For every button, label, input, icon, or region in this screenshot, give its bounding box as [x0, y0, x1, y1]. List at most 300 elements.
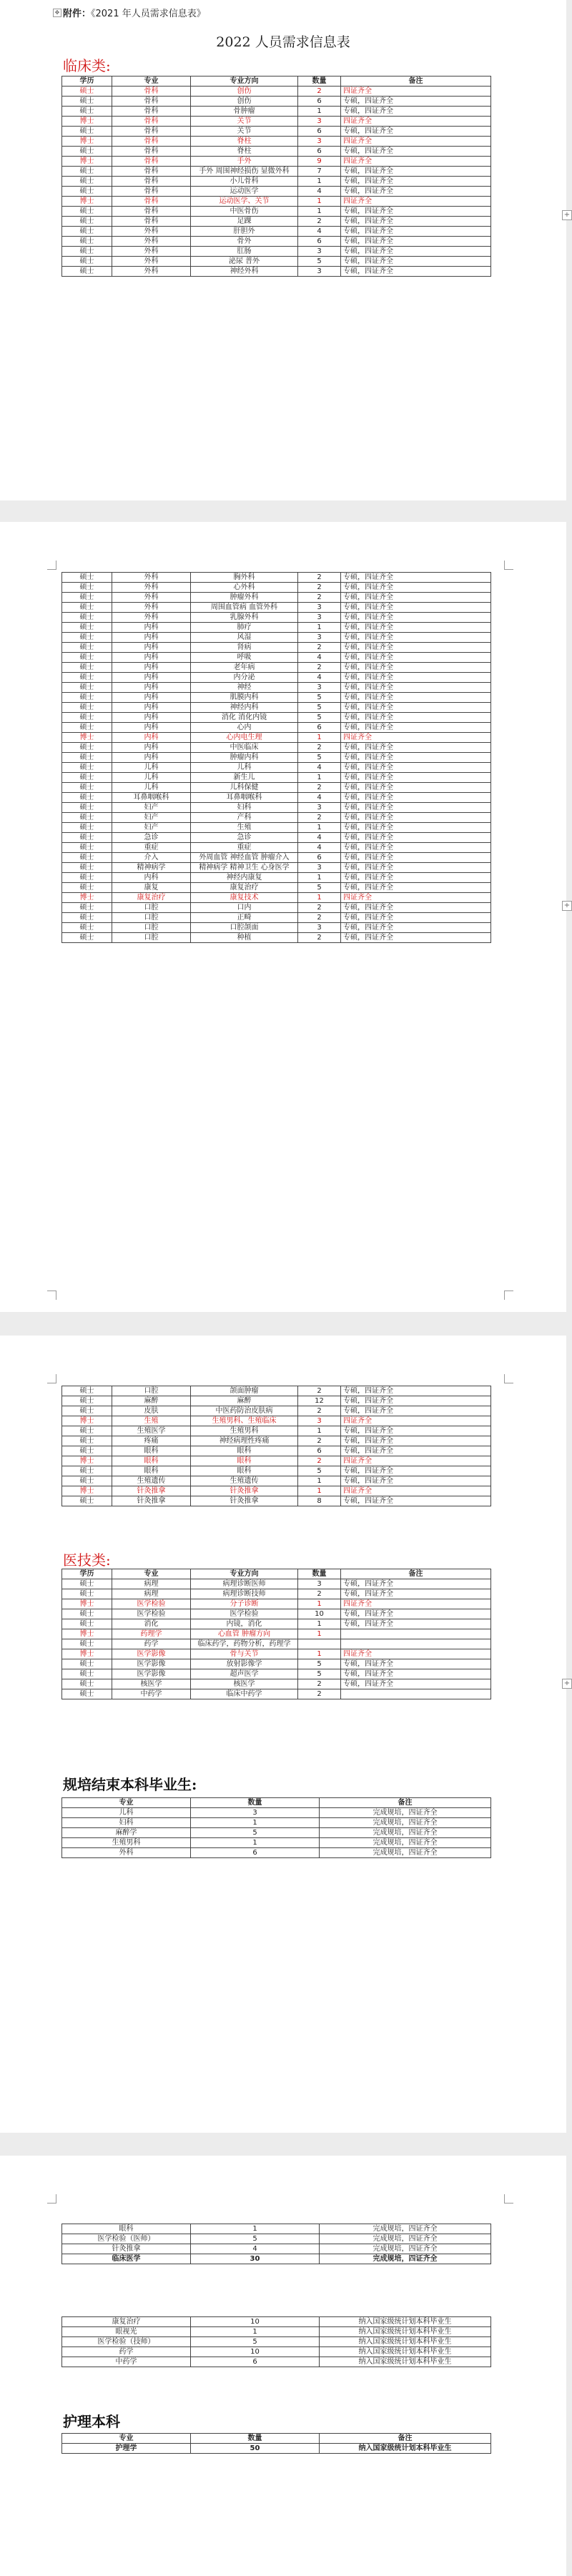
- major-cell: 骨科: [112, 97, 191, 107]
- direction-cell: 泌尿 普外: [191, 257, 298, 267]
- note-cell: 纳入国家级统计划本科毕业生: [320, 2347, 491, 2357]
- major-cell: 中药学: [62, 2357, 191, 2367]
- corner-mark-left: [47, 561, 56, 570]
- direction-cell: 内分泌: [191, 673, 298, 683]
- direction-cell: 耳鼻咽喉科: [191, 793, 298, 803]
- direction-cell: 心血管 肿瘤方向: [191, 1629, 298, 1639]
- degree-cell: 硕士: [62, 603, 112, 613]
- note-cell: 专硕，四证齐全: [341, 1679, 491, 1689]
- corner-mark-right: [504, 2194, 513, 2204]
- table-row: [62, 2327, 491, 2337]
- major-cell: 眼科: [112, 1456, 191, 1466]
- degree-cell: 硕士: [62, 1669, 112, 1679]
- quantity-cell: 2: [298, 933, 341, 943]
- degree-cell: 硕士: [62, 913, 112, 923]
- quantity-cell: 1: [191, 2224, 320, 2234]
- direction-cell: 肿瘤内科: [191, 753, 298, 763]
- quantity-cell: 9: [298, 157, 341, 167]
- direction-cell: 神经: [191, 683, 298, 693]
- quantity-cell: 2: [298, 663, 341, 673]
- direction-cell: 儿科: [191, 763, 298, 773]
- quantity-cell: 6: [191, 1848, 320, 1858]
- note-cell: 专硕，四证齐全: [341, 1466, 491, 1476]
- quantity-cell: 4: [298, 843, 341, 853]
- quantity-cell: 1: [298, 1476, 341, 1486]
- degree-cell: 硕士: [62, 1496, 112, 1506]
- major-cell: 骨科: [112, 117, 191, 127]
- direction-cell: 临床药学，药物分析，药理学: [191, 1639, 298, 1649]
- table-row: [62, 743, 491, 753]
- direction-cell: 正畸: [191, 913, 298, 923]
- section-medtech: 医技类:: [63, 1551, 111, 1569]
- major-cell: 药学: [112, 1639, 191, 1649]
- table-move-handle-icon[interactable]: ✥: [53, 9, 61, 17]
- note-cell: 专硕，四证齐全: [341, 257, 491, 267]
- degree-cell: 硕士: [62, 1589, 112, 1599]
- quantity-cell: 1: [298, 773, 341, 783]
- table-row: [62, 2357, 491, 2367]
- note-cell: 四证齐全: [341, 117, 491, 127]
- quantity-cell: 2: [298, 593, 341, 603]
- major-cell: 药学: [62, 2347, 191, 2357]
- major-cell: 医学检验（技师）: [62, 2337, 191, 2347]
- degree-cell: 硕士: [62, 207, 112, 217]
- degree-cell: 硕士: [62, 703, 112, 713]
- major-cell: 消化: [112, 1619, 191, 1629]
- direction-cell: 胸外科: [191, 573, 298, 583]
- note-cell: 四证齐全: [341, 197, 491, 207]
- direction-cell: 关节: [191, 127, 298, 137]
- degree-cell: 硕士: [62, 573, 112, 583]
- table-row: [62, 713, 491, 723]
- note-cell: 专硕，四证齐全: [341, 803, 491, 813]
- major-cell: 妇产: [112, 823, 191, 833]
- quantity-cell: 6: [298, 1446, 341, 1456]
- quantity-cell: 5: [298, 693, 341, 703]
- table-row: [62, 723, 491, 733]
- quantity-cell: 5: [191, 1828, 320, 1838]
- table-row: [62, 813, 491, 823]
- note-cell: 完成规培，四证齐全: [320, 1808, 491, 1818]
- note-cell: 专硕，四证齐全: [341, 1436, 491, 1446]
- nursing-table: [61, 2433, 491, 2454]
- direction-cell: 心内: [191, 723, 298, 733]
- table-row: [62, 2244, 491, 2254]
- note-cell: 专硕，四证齐全: [341, 1426, 491, 1436]
- add-row-plus-icon[interactable]: +: [562, 210, 572, 220]
- corner-mark-right: [504, 1374, 513, 1383]
- direction-cell: 医学检验: [191, 1609, 298, 1619]
- table-row: [62, 137, 491, 147]
- quantity-cell: 1: [298, 1629, 341, 1639]
- major-cell: 针灸推拿: [62, 2244, 191, 2254]
- note-cell: 专硕，四证齐全: [341, 207, 491, 217]
- quantity-cell: 3: [298, 633, 341, 643]
- degree-cell: 硕士: [62, 873, 112, 883]
- degree-cell: 硕士: [62, 1386, 112, 1396]
- degree-cell: 硕士: [62, 933, 112, 943]
- table-row: [62, 97, 491, 107]
- table-row: [62, 913, 491, 923]
- table-row: [62, 1649, 491, 1659]
- table-row: [62, 1486, 491, 1496]
- table-row: [62, 1659, 491, 1669]
- note-cell: 专硕，四证齐全: [341, 107, 491, 117]
- direction-cell: 眼科: [191, 1466, 298, 1476]
- table-row: [62, 2317, 491, 2327]
- degree-cell: 硕士: [62, 1466, 112, 1476]
- table-header-row: [62, 2434, 491, 2444]
- table-row: [62, 1406, 491, 1416]
- degree-cell: 硕士: [62, 653, 112, 663]
- note-cell: 专硕，四证齐全: [341, 97, 491, 107]
- major-cell: 妇产: [112, 803, 191, 813]
- note-cell: 专硕，四证齐全: [341, 1496, 491, 1506]
- major-cell: 妇产: [112, 813, 191, 823]
- table-row: [62, 1436, 491, 1446]
- table-row: [62, 623, 491, 633]
- major-cell: 耳鼻咽喉科: [112, 793, 191, 803]
- quantity-cell: 2: [298, 1436, 341, 1446]
- column-header: 备注: [320, 2434, 491, 2444]
- note-cell: 专硕，四证齐全: [341, 603, 491, 613]
- note-cell: 专硕，四证齐全: [341, 823, 491, 833]
- major-cell: 皮肤: [112, 1406, 191, 1416]
- direction-cell: 肺疗: [191, 623, 298, 633]
- corner-mark-right: [504, 561, 513, 570]
- major-cell: 针灸推拿: [112, 1486, 191, 1496]
- degree-cell: 硕士: [62, 673, 112, 683]
- direction-cell: 风湿: [191, 633, 298, 643]
- table-row: [62, 733, 491, 743]
- note-cell: 四证齐全: [341, 1599, 491, 1609]
- direction-cell: 肿瘤外科: [191, 593, 298, 603]
- quantity-cell: 1: [191, 2327, 320, 2337]
- note-cell: 专硕，四证齐全: [341, 1386, 491, 1396]
- note-cell: 完成规培，四证齐全: [320, 1818, 491, 1828]
- direction-cell: 颌面肿瘤: [191, 1386, 298, 1396]
- note-cell: 完成规培，四证齐全: [320, 1848, 491, 1858]
- major-cell: 内科: [112, 733, 191, 743]
- major-cell: 生殖医学: [112, 1426, 191, 1436]
- direction-cell: 骨与关节: [191, 1649, 298, 1659]
- section-clinical: 临床类:: [63, 57, 111, 74]
- note-cell: 纳入国家级统计划本科毕业生: [320, 2327, 491, 2337]
- quantity-cell: 2: [298, 743, 341, 753]
- major-cell: 医学检验（医师）: [62, 2234, 191, 2244]
- quantity-cell: 5: [298, 713, 341, 723]
- major-cell: 康复治疗: [112, 893, 191, 903]
- direction-cell: 足踝: [191, 217, 298, 227]
- direction-cell: 产科: [191, 813, 298, 823]
- table-header-row: [62, 77, 491, 87]
- degree-cell: 硕士: [62, 267, 112, 277]
- degree-cell: 硕士: [62, 1639, 112, 1649]
- degree-cell: 博士: [62, 893, 112, 903]
- major-cell: 儿科: [62, 1808, 191, 1818]
- quantity-cell: 3: [298, 923, 341, 933]
- note-cell: 专硕，四证齐全: [341, 633, 491, 643]
- major-cell: 眼科: [62, 2224, 191, 2234]
- quantity-cell: 6: [191, 2357, 320, 2367]
- quantity-cell: 5: [298, 883, 341, 893]
- note-cell: 四证齐全: [341, 137, 491, 147]
- direction-cell: 肌膜内科: [191, 693, 298, 703]
- major-cell: 针灸推拿: [112, 1496, 191, 1506]
- degree-cell: 博士: [62, 1599, 112, 1609]
- note-cell: 专硕，四证齐全: [341, 217, 491, 227]
- degree-cell: 硕士: [62, 793, 112, 803]
- table-row: [62, 87, 491, 97]
- degree-cell: 硕士: [62, 217, 112, 227]
- degree-cell: 硕士: [62, 693, 112, 703]
- table-row: [62, 763, 491, 773]
- note-cell: 专硕，四证齐全: [341, 1609, 491, 1619]
- direction-cell: 超声医学: [191, 1669, 298, 1679]
- major-cell: 中药学: [112, 1689, 191, 1699]
- degree-cell: 硕士: [62, 623, 112, 633]
- major-cell: 外科: [112, 573, 191, 583]
- note-cell: 专硕，四证齐全: [341, 1619, 491, 1629]
- degree-cell: 硕士: [62, 257, 112, 267]
- column-header: 专业: [112, 1569, 191, 1579]
- note-cell: 专硕，四证齐全: [341, 1446, 491, 1456]
- table-row: [62, 923, 491, 933]
- major-cell: 儿科: [112, 783, 191, 793]
- note-cell: 专硕，四证齐全: [341, 613, 491, 623]
- major-cell: 骨科: [112, 127, 191, 137]
- quantity-cell: 1: [298, 1599, 341, 1609]
- direction-cell: 肛肠: [191, 247, 298, 257]
- note-cell: 专硕，四证齐全: [341, 593, 491, 603]
- table-row: [62, 2234, 491, 2244]
- major-cell: 内科: [112, 703, 191, 713]
- note-cell: 专硕，四证齐全: [341, 147, 491, 157]
- degree-cell: 硕士: [62, 187, 112, 197]
- table-row: [62, 603, 491, 613]
- note-cell: 专硕，四证齐全: [341, 1579, 491, 1589]
- direction-cell: 小儿骨科: [191, 177, 298, 187]
- major-cell: 内科: [112, 673, 191, 683]
- quantity-cell: 1: [298, 1649, 341, 1659]
- note-cell: 专硕，四证齐全: [341, 933, 491, 943]
- quantity-cell: 5: [298, 1466, 341, 1476]
- degree-cell: 硕士: [62, 1436, 112, 1446]
- note-cell: 专硕，四证齐全: [341, 267, 491, 277]
- degree-cell: 硕士: [62, 713, 112, 723]
- direction-cell: 中医临床: [191, 743, 298, 753]
- degree-cell: 硕士: [62, 1396, 112, 1406]
- degree-cell: 硕士: [62, 803, 112, 813]
- major-cell: 骨科: [112, 107, 191, 117]
- table-header-row: [62, 1569, 491, 1579]
- major-cell: 急诊: [112, 833, 191, 843]
- table-row: [62, 1579, 491, 1589]
- note-cell: 专硕，四证齐全: [341, 573, 491, 583]
- note-cell: [341, 1639, 491, 1649]
- degree-cell: 硕士: [62, 97, 112, 107]
- degree-cell: 硕士: [62, 593, 112, 603]
- table-row: [62, 693, 491, 703]
- quantity-cell: 7: [298, 167, 341, 177]
- note-cell: 专硕，四证齐全: [341, 1396, 491, 1406]
- major-cell: 生殖: [112, 1416, 191, 1426]
- note-cell: 专硕，四证齐全: [341, 683, 491, 693]
- table-row: [62, 1818, 491, 1828]
- direction-cell: 关节: [191, 117, 298, 127]
- page-3: [0, 1336, 571, 2133]
- degree-cell: 硕士: [62, 643, 112, 653]
- major-cell: 妇科: [62, 1818, 191, 1828]
- degree-cell: 硕士: [62, 1579, 112, 1589]
- direction-cell: 核医学: [191, 1679, 298, 1689]
- quantity-cell: 1: [298, 1486, 341, 1496]
- major-cell: 医学影像: [112, 1659, 191, 1669]
- quantity-cell: 2: [298, 1406, 341, 1416]
- column-header: 专业: [62, 1798, 191, 1808]
- quantity-cell: 2: [298, 1679, 341, 1689]
- quantity-cell: 3: [298, 137, 341, 147]
- table-row: [62, 1396, 491, 1406]
- table-row: [62, 753, 491, 763]
- direction-cell: 眼科: [191, 1456, 298, 1466]
- table-row: [62, 1679, 491, 1689]
- quantity-cell: 5: [298, 1669, 341, 1679]
- residency-table-2: [61, 2224, 491, 2264]
- quantity-cell: 4: [298, 673, 341, 683]
- table-row: [62, 207, 491, 217]
- quantity-cell: 3: [298, 603, 341, 613]
- degree-cell: 硕士: [62, 1609, 112, 1619]
- degree-cell: 硕士: [62, 167, 112, 177]
- major-cell: 病理: [112, 1589, 191, 1599]
- direction-cell: 骨肿瘤: [191, 107, 298, 117]
- table-row: [62, 703, 491, 713]
- table-row: [62, 147, 491, 157]
- major-cell: 骨科: [112, 137, 191, 147]
- quantity-cell: 2: [298, 1589, 341, 1599]
- note-cell: 专硕，四证齐全: [341, 763, 491, 773]
- table-row: [62, 167, 491, 177]
- quantity-cell: 1: [298, 207, 341, 217]
- degree-cell: 硕士: [62, 833, 112, 843]
- table-row: [62, 1808, 491, 1818]
- note-cell: 专硕，四证齐全: [341, 167, 491, 177]
- clinical-table-3: [61, 1386, 491, 1506]
- direction-cell: 分子诊断: [191, 1599, 298, 1609]
- note-cell: 完成规培，四证齐全: [320, 2254, 491, 2264]
- table-row: [62, 1629, 491, 1639]
- direction-cell: 针灸推拿: [191, 1496, 298, 1506]
- major-cell: 重症: [112, 843, 191, 853]
- note-cell: 专硕，四证齐全: [341, 903, 491, 913]
- major-cell: 骨科: [112, 157, 191, 167]
- quantity-cell: 6: [298, 853, 341, 863]
- major-cell: 骨科: [112, 197, 191, 207]
- note-cell: 完成规培，四证齐全: [320, 2224, 491, 2234]
- residency-table-1: [61, 1797, 491, 1858]
- table-row: [62, 773, 491, 783]
- degree-cell: 硕士: [62, 1476, 112, 1486]
- quantity-cell: 6: [298, 127, 341, 137]
- major-cell: 口腔: [112, 923, 191, 933]
- quantity-cell: 2: [298, 643, 341, 653]
- degree-cell: 硕士: [62, 1659, 112, 1669]
- quantity-cell: 5: [298, 1659, 341, 1669]
- note-cell: 专硕，四证齐全: [341, 783, 491, 793]
- table-row: [62, 583, 491, 593]
- direction-cell: 生殖男科、生殖临床: [191, 1416, 298, 1426]
- quantity-cell: 1: [191, 1838, 320, 1848]
- table-row: [62, 573, 491, 583]
- note-cell: 专硕，四证齐全: [341, 913, 491, 923]
- quantity-cell: 5: [298, 257, 341, 267]
- table-row: [62, 853, 491, 863]
- major-cell: 骨科: [112, 187, 191, 197]
- column-header: 数量: [298, 77, 341, 87]
- degree-cell: 硕士: [62, 1689, 112, 1699]
- quantity-cell: 2: [298, 783, 341, 793]
- add-row-plus-icon[interactable]: +: [562, 1679, 572, 1689]
- quantity-cell: 1: [298, 1426, 341, 1436]
- direction-cell: 儿科保健: [191, 783, 298, 793]
- major-cell: 内科: [112, 643, 191, 653]
- quantity-cell: 1: [298, 1619, 341, 1629]
- quantity-cell: 2: [298, 1386, 341, 1396]
- direction-cell: 周围血管病 血管外科: [191, 603, 298, 613]
- medtech-table: [61, 1569, 491, 1699]
- quantity-cell: 1: [191, 1818, 320, 1828]
- direction-cell: 心内电生理: [191, 733, 298, 743]
- quantity-cell: 2: [298, 1689, 341, 1699]
- quantity-cell: 2: [298, 913, 341, 923]
- major-cell: 骨科: [112, 207, 191, 217]
- note-cell: 专硕，四证齐全: [341, 753, 491, 763]
- direction-cell: 口内: [191, 903, 298, 913]
- major-cell: 口腔: [112, 933, 191, 943]
- quantity-cell: 4: [298, 793, 341, 803]
- note-cell: 专硕，四证齐全: [341, 127, 491, 137]
- degree-cell: 博士: [62, 157, 112, 167]
- section-residency: 规培结束本科毕业生:: [63, 1776, 197, 1793]
- table-row: [62, 1476, 491, 1486]
- quantity-cell: 10: [191, 2317, 320, 2327]
- direction-cell: 心外科: [191, 583, 298, 593]
- table-row: [62, 267, 491, 277]
- table-row: [62, 2444, 491, 2454]
- quantity-cell: 3: [298, 1579, 341, 1589]
- major-cell: 临床医学: [62, 2254, 191, 2264]
- note-cell: 专硕，四证齐全: [341, 853, 491, 863]
- table-row: [62, 803, 491, 813]
- direction-cell: 运动医学、关节: [191, 197, 298, 207]
- note-cell: [341, 1689, 491, 1699]
- degree-cell: 硕士: [62, 923, 112, 933]
- add-row-plus-icon[interactable]: +: [562, 901, 572, 911]
- table-row: [62, 1609, 491, 1619]
- attachment-name: 《2021 年人员需求信息表》: [91, 9, 206, 19]
- note-cell: 四证齐全: [341, 87, 491, 97]
- page-2: [0, 522, 571, 1312]
- column-header: 备注: [320, 1798, 491, 1808]
- note-cell: 纳入国家级统计划本科毕业生: [320, 2337, 491, 2347]
- table-row: [62, 1828, 491, 1838]
- direction-cell: 内镜，消化: [191, 1619, 298, 1629]
- table-row: [62, 197, 491, 207]
- attachment-line: [63, 6, 206, 19]
- degree-cell: 博士: [62, 1649, 112, 1659]
- major-cell: 护理学: [62, 2444, 191, 2454]
